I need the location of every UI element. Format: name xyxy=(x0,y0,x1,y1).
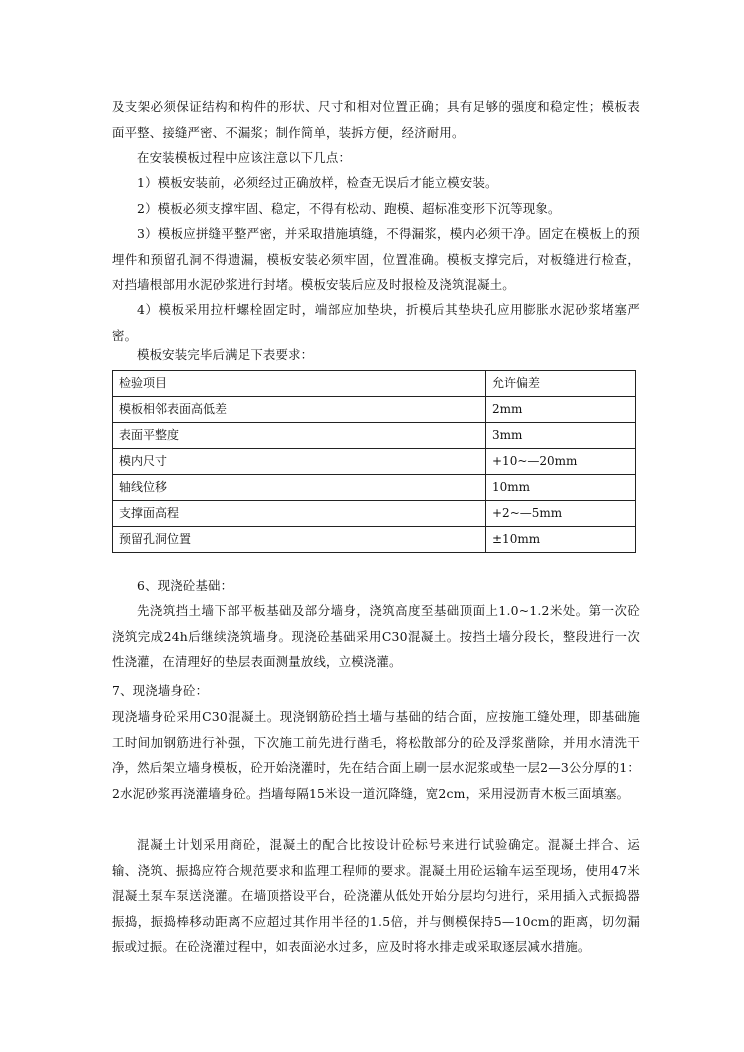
table-header-cell: 允许偏差 xyxy=(486,371,636,397)
table-cell-tolerance: +10~—20mm xyxy=(486,449,636,475)
table-cell-tolerance: +2~—5mm xyxy=(486,501,636,527)
table-cell-tolerance: 3mm xyxy=(486,423,636,449)
table-cell-tolerance: ±10mm xyxy=(486,527,636,553)
table-cell-item: 模内尺寸 xyxy=(113,449,486,475)
paragraph-concrete-plan: 混凝土计划采用商砼，混凝土的配合比按设计砼标号来进行试验确定。混凝土拌合、运输、浇筑、振捣应符合规范要求和监理工程师的要求。混凝土用砼运输车运至现场，使用47米混凝土泵车泵送浇灌。在墙顶搭设平台，砼浇灌从低处开始分层均匀进行，采用插入式振捣器振捣，振捣棒移动距离不应超过其作用半径的1.5倍，并与侧模保持5—10cm的距离，切勿漏振或过振。在砼浇灌过程中，如表面泌水过多，应及时将水排走或采取逐层减水措施。 xyxy=(112,837,640,954)
paragraph-foundation: 先浇筑挡土墙下部平板基础及部分墙身，浇筑高度至基础顶面上1.0~1.2米处。第一次砼浇筑完成24h后继续浇筑墙身。现浇砼基础采用C30混凝土。按挡土墙分段长，整段进行一次性浇灌，在清理好的垫层表面测量放线，立模浇灌。 xyxy=(112,603,640,669)
table-cell-item: 预留孔洞位置 xyxy=(113,527,486,553)
section-heading-6: 6、现浇砼基础： xyxy=(137,578,234,593)
paragraph-note-2: 2）模板必须支撑牢固、稳定，不得有松动、跑模、超标准变形下沉等现象。 xyxy=(137,201,561,216)
paragraph-note-3: 3）模板应拼缝平整严密，并采取措施填缝，不得漏浆，模内必须干净。固定在模板上的预埋件和预留孔洞不得遗漏，模板安装必须牢固，位置准确。模板支撑完后，对板缝进行检查，对挡墙根部用水泥砂浆进行封堵。模板安装后应及时报检及浇筑混凝土。 xyxy=(112,226,640,292)
table-cell-tolerance: 2mm xyxy=(486,397,636,423)
paragraph-note-4: 4）模板采用拉杆螺栓固定时，端部应加垫块，折模后其垫块孔应用膨胀水泥砂浆堵塞严密。 xyxy=(112,302,640,343)
table-cell-item: 支撑面高程 xyxy=(113,501,486,527)
section-heading-7: 7、现浇墙身砼： xyxy=(112,683,209,698)
paragraph-install-notes-intro: 在安装模板过程中应该注意以下几点： xyxy=(137,150,352,165)
table-cell-tolerance: 10mm xyxy=(486,475,636,501)
paragraph-note-1: 1）模板安装前，必须经过正确放样，检查无误后才能立模安装。 xyxy=(137,175,498,190)
table-header-row xyxy=(113,371,636,397)
table-row xyxy=(113,475,636,501)
paragraph-formwork-requirements: 及支架必须保证结构和构件的形状、尺寸和相对位置正确；具有足够的强度和稳定性；模板表面平整、接缝严密、不漏浆；制作简单，装拆方便，经济耐用。 xyxy=(112,99,640,140)
table-header-cell: 检验项目 xyxy=(113,371,486,397)
paragraph-wall-concrete: 现浇墙身砼采用C30混凝土。现浇钢筋砼挡土墙与基础的结合面，应按施工缝处理，即基础施工时间加钢筋进行补强，下次施工前先进行凿毛，将松散部分的砼及浮浆凿除，并用水清洗干净，然后架立墙身模板，砼开始浇灌时，先在结合面上刷一层水泥浆或垫一层2—3公分厚的1：2水泥砂浆再浇灌墙身砼。挡墙每隔15米设一道沉降缝，宽2cm，采用浸沥青木板三面填塞。 xyxy=(112,709,640,801)
table-row xyxy=(113,449,636,475)
table-cell-item: 表面平整度 xyxy=(113,423,486,449)
inspection-table xyxy=(112,370,636,553)
paragraph-table-intro: 模板安装完毕后满足下表要求： xyxy=(137,347,314,362)
table-row xyxy=(113,501,636,527)
table-cell-item: 模板相邻表面高低差 xyxy=(113,397,486,423)
table-cell-item: 轴线位移 xyxy=(113,475,486,501)
table-row xyxy=(113,423,636,449)
table-row xyxy=(113,397,636,423)
table-row xyxy=(113,527,636,553)
